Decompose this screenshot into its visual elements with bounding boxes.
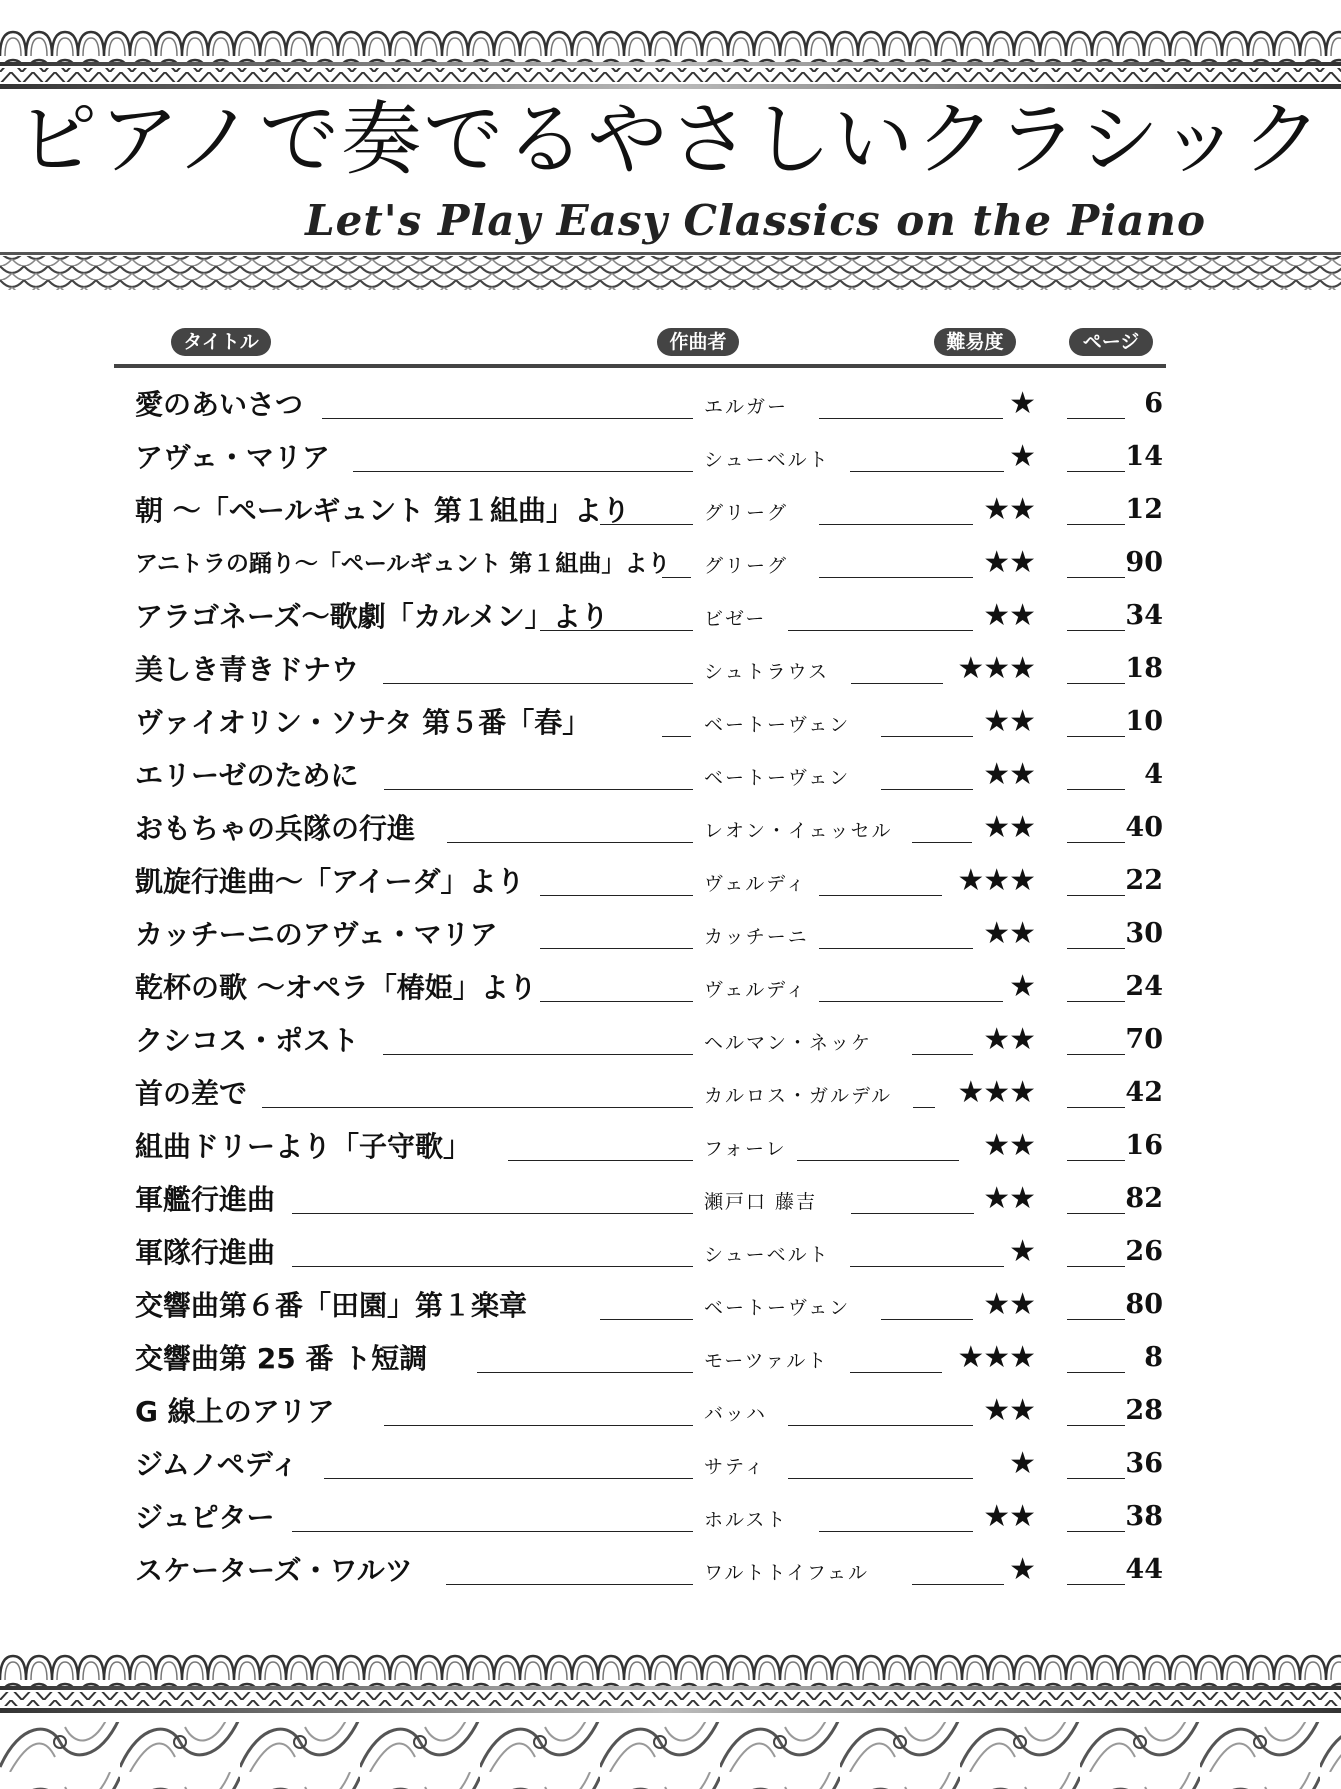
page-leader-line [1067, 524, 1125, 525]
title-leader-line [540, 948, 693, 949]
page-leader-line [1067, 736, 1125, 737]
page-number: 34 [1125, 600, 1163, 631]
table-row [0, 378, 1341, 431]
page-number: 28 [1125, 1395, 1163, 1426]
title-leader-line [447, 842, 693, 843]
bottom-ornament-border [0, 1652, 1341, 1789]
page-number: 44 [1125, 1554, 1163, 1585]
table-row [0, 590, 1341, 643]
difficulty-stars: ★★ [983, 1181, 1035, 1216]
page-leader-line [1067, 1584, 1125, 1585]
composer-leader-line [850, 1372, 942, 1373]
difficulty-stars: ★★ [983, 810, 1035, 845]
title-leader-line [600, 1319, 693, 1320]
page-number: 6 [1144, 388, 1163, 419]
composer-leader-line [819, 948, 973, 949]
song-composer: バッハ [704, 1403, 768, 1425]
title-leader-line [600, 524, 693, 525]
difficulty-stars: ★ [1009, 1552, 1035, 1587]
title-leader-line [384, 1425, 693, 1426]
composer-leader-line [819, 577, 973, 578]
song-title: エリーゼのために [135, 759, 359, 792]
page-leader-line [1067, 1319, 1125, 1320]
song-composer: カッチーニ [704, 926, 809, 948]
page-number: 4 [1144, 759, 1163, 790]
difficulty-stars: ★ [1009, 1234, 1035, 1269]
title-leader-line [662, 577, 691, 578]
song-title: アヴェ・マリア [135, 441, 330, 474]
page-number: 36 [1125, 1448, 1163, 1479]
composer-leader-line [850, 471, 1004, 472]
song-composer: フォーレ [704, 1138, 787, 1160]
song-title: 凱旋行進曲〜「アイーダ」より [135, 865, 525, 898]
song-title: G 線上のアリア [135, 1395, 335, 1428]
table-row [0, 855, 1341, 908]
song-composer: シューベルト [704, 1244, 830, 1266]
page-number: 70 [1125, 1024, 1163, 1055]
song-composer: カルロス・ガルデル [704, 1085, 893, 1107]
page-number: 38 [1125, 1501, 1163, 1532]
song-title: 組曲ドリーより「子守歌」 [135, 1130, 472, 1163]
table-row [0, 1173, 1341, 1226]
header-composer-column: 作曲者 [657, 328, 739, 356]
song-composer: ヴェルディ [704, 979, 807, 1001]
page-number: 18 [1125, 653, 1163, 684]
table-row [0, 1491, 1341, 1544]
page-leader-line [1067, 630, 1125, 631]
page-leader-line [1067, 1107, 1125, 1108]
song-title: 軍隊行進曲 [135, 1236, 276, 1269]
composer-leader-line [850, 1266, 1004, 1267]
page-number: 42 [1125, 1077, 1163, 1108]
page-leader-line [1067, 1266, 1125, 1267]
page-leader-line [1067, 577, 1125, 578]
title-leader-line [322, 418, 693, 419]
title-leader-line [662, 736, 691, 737]
difficulty-stars: ★★★ [957, 1075, 1035, 1110]
table-row [0, 431, 1341, 484]
song-composer: サティ [704, 1456, 766, 1478]
song-title: ジュピター [135, 1501, 275, 1534]
table-row [0, 643, 1341, 696]
song-title: 美しき青きドナウ [135, 653, 360, 686]
page-leader-line [1067, 1425, 1125, 1426]
composer-leader-line [851, 683, 943, 684]
header-rule [114, 364, 1166, 368]
song-composer: ベートーヴェン [704, 767, 851, 789]
song-composer: シューベルト [704, 449, 830, 471]
song-title: 首の差で [135, 1077, 248, 1110]
song-title: ジムノペディ [135, 1448, 299, 1481]
page-number: 30 [1125, 918, 1163, 949]
page-leader-line [1067, 948, 1125, 949]
table-row [0, 1279, 1341, 1332]
composer-leader-line [819, 1531, 973, 1532]
song-composer: グリーグ [704, 555, 789, 577]
composer-leader-line [819, 895, 942, 896]
page-number: 90 [1125, 547, 1163, 578]
page-leader-line [1067, 789, 1125, 790]
difficulty-stars: ★ [1009, 439, 1035, 474]
table-row [0, 961, 1341, 1014]
table-row [0, 1014, 1341, 1067]
composer-leader-line [851, 1213, 974, 1214]
page-leader-line [1067, 471, 1125, 472]
composer-leader-line [912, 842, 972, 843]
page-number: 24 [1125, 971, 1163, 1002]
title-leader-line [477, 1372, 693, 1373]
song-composer: 瀬戸口 藤吉 [704, 1191, 818, 1213]
header-difficulty-column: 難易度 [934, 328, 1016, 356]
song-title: アニトラの踊り〜「ペールギュント 第１組曲」より [135, 551, 671, 577]
page-number: 40 [1125, 812, 1163, 843]
table-row [0, 484, 1341, 537]
song-composer: レオン・イェッセル [704, 820, 893, 842]
song-title: 乾杯の歌 〜オペラ「椿姫」より [135, 971, 537, 1004]
page-title: ピアノで奏でるやさしいクラシック [17, 93, 1324, 186]
song-title: 朝 〜「ペールギュント 第１組曲」より [135, 494, 630, 527]
difficulty-stars: ★ [1009, 1446, 1035, 1481]
table-row [0, 1120, 1341, 1173]
page-number: 80 [1125, 1289, 1163, 1320]
song-list [0, 378, 1341, 1597]
page-subtitle: Let's Play Easy Classics on the Piano [305, 196, 1206, 245]
song-title: カッチーニのアヴェ・マリア [135, 918, 498, 951]
top-ornament-border [0, 0, 1341, 95]
difficulty-stars: ★★ [983, 492, 1035, 527]
song-composer: エルガー [704, 396, 789, 418]
difficulty-stars: ★★ [983, 598, 1035, 633]
composer-leader-line [881, 789, 973, 790]
title-leader-line [324, 1478, 693, 1479]
composer-leader-line [819, 524, 973, 525]
table-row [0, 1332, 1341, 1385]
composer-leader-line [788, 1425, 973, 1426]
title-leader-line [292, 1531, 693, 1532]
title-leader-line [446, 1584, 693, 1585]
page-leader-line [1067, 1054, 1125, 1055]
page-leader-line [1067, 1478, 1125, 1479]
title-leader-line [292, 1213, 693, 1214]
page-leader-line [1067, 1001, 1125, 1002]
song-composer: シュトラウス [704, 661, 830, 683]
title-ornament-band [0, 252, 1341, 294]
composer-leader-line [797, 1160, 959, 1161]
title-leader-line [383, 683, 693, 684]
title-leader-line [353, 471, 693, 472]
title-leader-line [262, 1107, 693, 1108]
difficulty-stars: ★★ [983, 1499, 1035, 1534]
song-composer: ビゼー [704, 608, 767, 630]
page-leader-line [1067, 1531, 1125, 1532]
song-title: 交響曲第 25 番 ト短調 [135, 1342, 428, 1375]
song-composer: ホルスト [704, 1509, 788, 1531]
song-composer: モーツァルト [704, 1350, 829, 1372]
page-leader-line [1067, 1213, 1125, 1214]
title-leader-line [383, 1054, 693, 1055]
table-row [0, 537, 1341, 590]
composer-leader-line [912, 1584, 1004, 1585]
difficulty-stars: ★★ [983, 545, 1035, 580]
table-row [0, 749, 1341, 802]
difficulty-stars: ★★ [983, 916, 1035, 951]
song-title: 愛のあいさつ [135, 388, 304, 421]
composer-leader-line [819, 1001, 1003, 1002]
song-composer: グリーグ [704, 502, 789, 524]
title-leader-line [508, 1160, 693, 1161]
page-number: 16 [1125, 1130, 1163, 1161]
page-number: 82 [1125, 1183, 1163, 1214]
page-number: 14 [1125, 441, 1163, 472]
table-row [0, 1067, 1341, 1120]
difficulty-stars: ★★ [983, 1022, 1035, 1057]
title-leader-line [540, 630, 693, 631]
table-row [0, 696, 1341, 749]
song-composer: ヴェルディ [704, 873, 807, 895]
composer-leader-line [819, 418, 1003, 419]
page-number: 10 [1125, 706, 1163, 737]
page-number: 26 [1125, 1236, 1163, 1267]
song-composer: ヘルマン・ネッケ [704, 1032, 873, 1054]
song-title: クシコス・ポスト [135, 1024, 360, 1057]
difficulty-stars: ★★ [983, 757, 1035, 792]
header-page-column: ページ [1069, 328, 1153, 356]
difficulty-stars: ★★★ [957, 863, 1035, 898]
song-composer: ベートーヴェン [704, 1297, 851, 1319]
table-row [0, 908, 1341, 961]
composer-leader-line [912, 1054, 973, 1055]
difficulty-stars: ★★ [983, 1393, 1035, 1428]
song-title: おもちゃの兵隊の行進 [135, 812, 416, 845]
table-row [0, 802, 1341, 855]
song-title: 交響曲第６番「田園」第１楽章 [135, 1289, 528, 1322]
page-leader-line [1067, 842, 1125, 843]
title-leader-line [384, 789, 693, 790]
difficulty-stars: ★ [1009, 969, 1035, 1004]
composer-leader-line [881, 736, 973, 737]
difficulty-stars: ★★★ [957, 1340, 1035, 1375]
page-leader-line [1067, 1160, 1125, 1161]
song-composer: ベートーヴェン [704, 714, 851, 736]
song-title: 軍艦行進曲 [135, 1183, 276, 1216]
composer-leader-line [788, 630, 973, 631]
difficulty-stars: ★★ [983, 704, 1035, 739]
page-number: 12 [1125, 494, 1163, 525]
page-leader-line [1067, 1372, 1125, 1373]
page-leader-line [1067, 418, 1125, 419]
table-row [0, 1385, 1341, 1438]
composer-leader-line [913, 1107, 935, 1108]
song-composer: ワルトトイフェル [704, 1562, 869, 1584]
title-leader-line [292, 1266, 693, 1267]
table-row [0, 1544, 1341, 1597]
page-number: 8 [1144, 1342, 1163, 1373]
song-title: ヴァイオリン・ソナタ 第５番「春」 [135, 706, 591, 739]
title-leader-line [540, 1001, 693, 1002]
page-number: 22 [1125, 865, 1163, 896]
composer-leader-line [788, 1478, 973, 1479]
difficulty-stars: ★★★ [957, 651, 1035, 686]
page-leader-line [1067, 683, 1125, 684]
difficulty-stars: ★★ [983, 1287, 1035, 1322]
title-leader-line [540, 895, 693, 896]
song-title: アラゴネーズ〜歌劇「カルメン」より [135, 600, 609, 633]
table-row [0, 1226, 1341, 1279]
composer-leader-line [881, 1319, 973, 1320]
header-title-column: タイトル [171, 328, 271, 356]
page-leader-line [1067, 895, 1125, 896]
song-title: スケーターズ・ワルツ [135, 1554, 413, 1587]
table-row [0, 1438, 1341, 1491]
difficulty-stars: ★ [1009, 386, 1035, 421]
difficulty-stars: ★★ [983, 1128, 1035, 1163]
